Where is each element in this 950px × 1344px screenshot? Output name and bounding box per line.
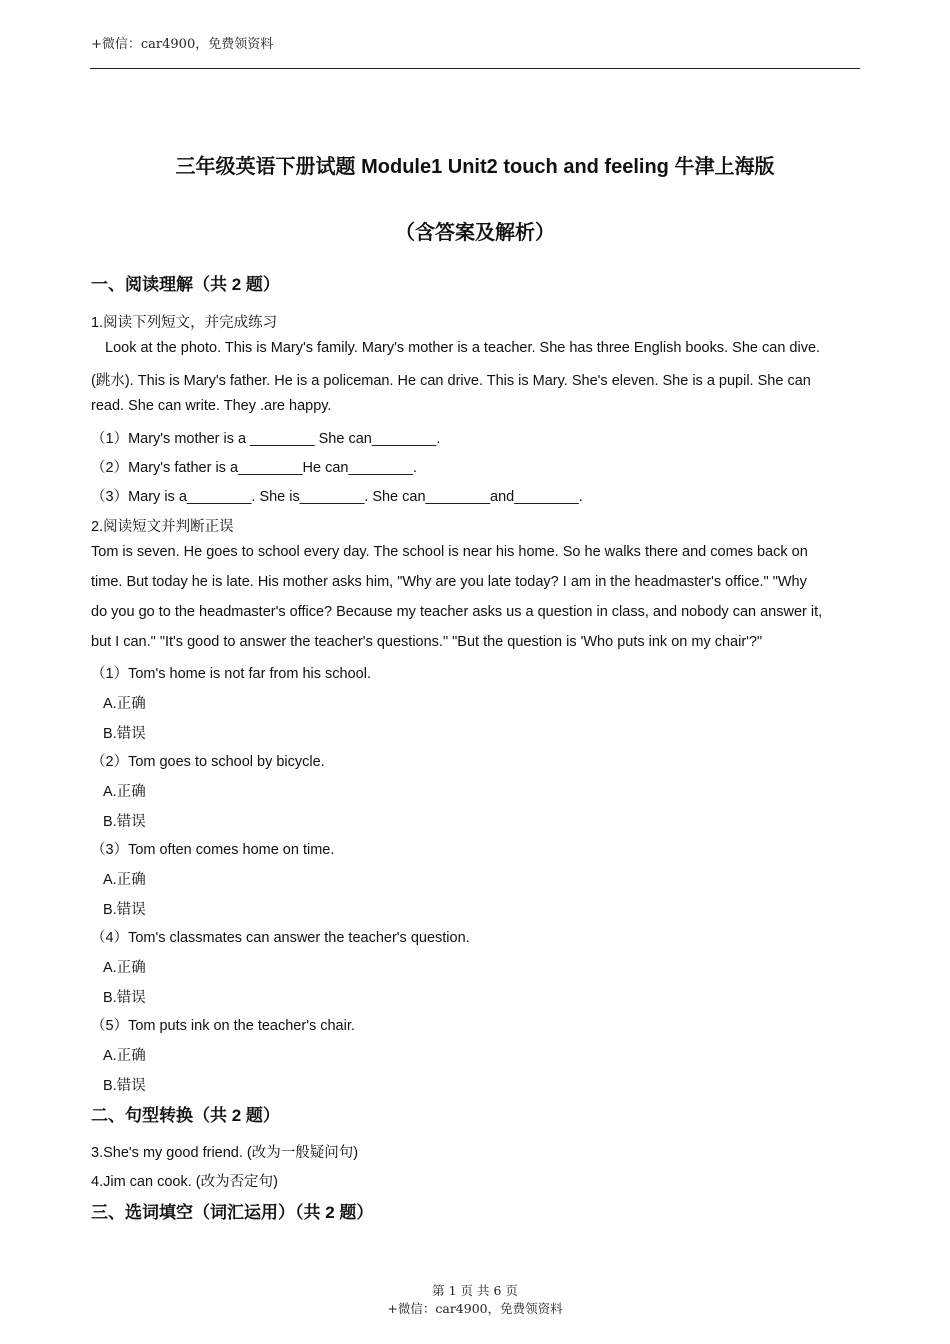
question-4: 4.Jim can cook. (改为否定句) [91, 1174, 278, 1190]
header-divider [90, 68, 860, 69]
section-heading-reading: 一、阅读理解（共 2 题） [91, 275, 280, 294]
document-title: 三年级英语下册试题 Module1 Unit2 touch and feeling 牛津上海版 [175, 156, 775, 178]
passage-1-line: read. She can write. They .are happy. [91, 398, 332, 414]
judge-question: （1）Tom's home is not far from his school. [91, 666, 371, 682]
page-header-note: +微信：car4900，免费领资料 [91, 37, 274, 52]
option-a[interactable]: A.正确 [103, 872, 146, 888]
judge-question: （2）Tom goes to school by bicycle. [91, 754, 325, 770]
passage-2-line: time. But today he is late. His mother asks him, "Why are you late today? I am in the headmaster's office." "Why [91, 574, 807, 590]
question-1-item: （1）Mary's mother is a ________ She can________. [91, 431, 441, 447]
passage-1-line: (跳水). This is Mary's father. He is a policeman. He can drive. This is Mary. She's eleven. She is a pupil. She can [91, 373, 811, 389]
judge-question: （4）Tom's classmates can answer the teacher's question. [91, 930, 470, 946]
option-a[interactable]: A.正确 [103, 960, 146, 976]
passage-2-line: but I can." "It's good to answer the teacher's questions." "But the question is 'Who puts ink on my chair'?" [91, 634, 763, 650]
passage-1-line: Look at the photo. This is Mary's family. Mary's mother is a teacher. She has three English books. She can dive. [105, 340, 821, 356]
footer-note: +微信：car4900，免费领资料 [387, 1301, 563, 1316]
option-b[interactable]: B.错误 [103, 814, 146, 830]
option-b[interactable]: B.错误 [103, 902, 146, 918]
question-2-prompt: 2.阅读短文并判断正误 [91, 519, 234, 535]
question-1-item: （2）Mary's father is a________He can________. [91, 460, 418, 476]
section-heading-sentence-transform: 二、句型转换（共 2 题） [91, 1106, 280, 1125]
option-b[interactable]: B.错误 [103, 990, 146, 1006]
passage-2-line: do you go to the headmaster's office? Because my teacher asks us a question in class, and nobody can answer it, [91, 604, 823, 620]
question-3: 3.She's my good friend. (改为一般疑问句) [91, 1145, 359, 1161]
option-b[interactable]: B.错误 [103, 726, 146, 742]
question-1-item: （3）Mary is a________. She is________. She can________and________. [91, 489, 583, 505]
question-1-prompt: 1.阅读下列短文，并完成练习 [91, 315, 278, 331]
option-b[interactable]: B.错误 [103, 1078, 146, 1094]
judge-question: （5）Tom puts ink on the teacher's chair. [91, 1018, 355, 1034]
option-a[interactable]: A.正确 [103, 784, 146, 800]
section-heading-word-choice: 三、选词填空（词汇运用）（共 2 题） [91, 1203, 374, 1222]
option-a[interactable]: A.正确 [103, 696, 146, 712]
page-number: 第 1 页 共 6 页 [432, 1283, 518, 1298]
judge-question: （3）Tom often comes home on time. [91, 842, 335, 858]
passage-2-line: Tom is seven. He goes to school every day. The school is near his home. So he walks there and comes back on [91, 544, 808, 560]
option-a[interactable]: A.正确 [103, 1048, 146, 1064]
document-subtitle: （含答案及解析） [395, 222, 555, 244]
